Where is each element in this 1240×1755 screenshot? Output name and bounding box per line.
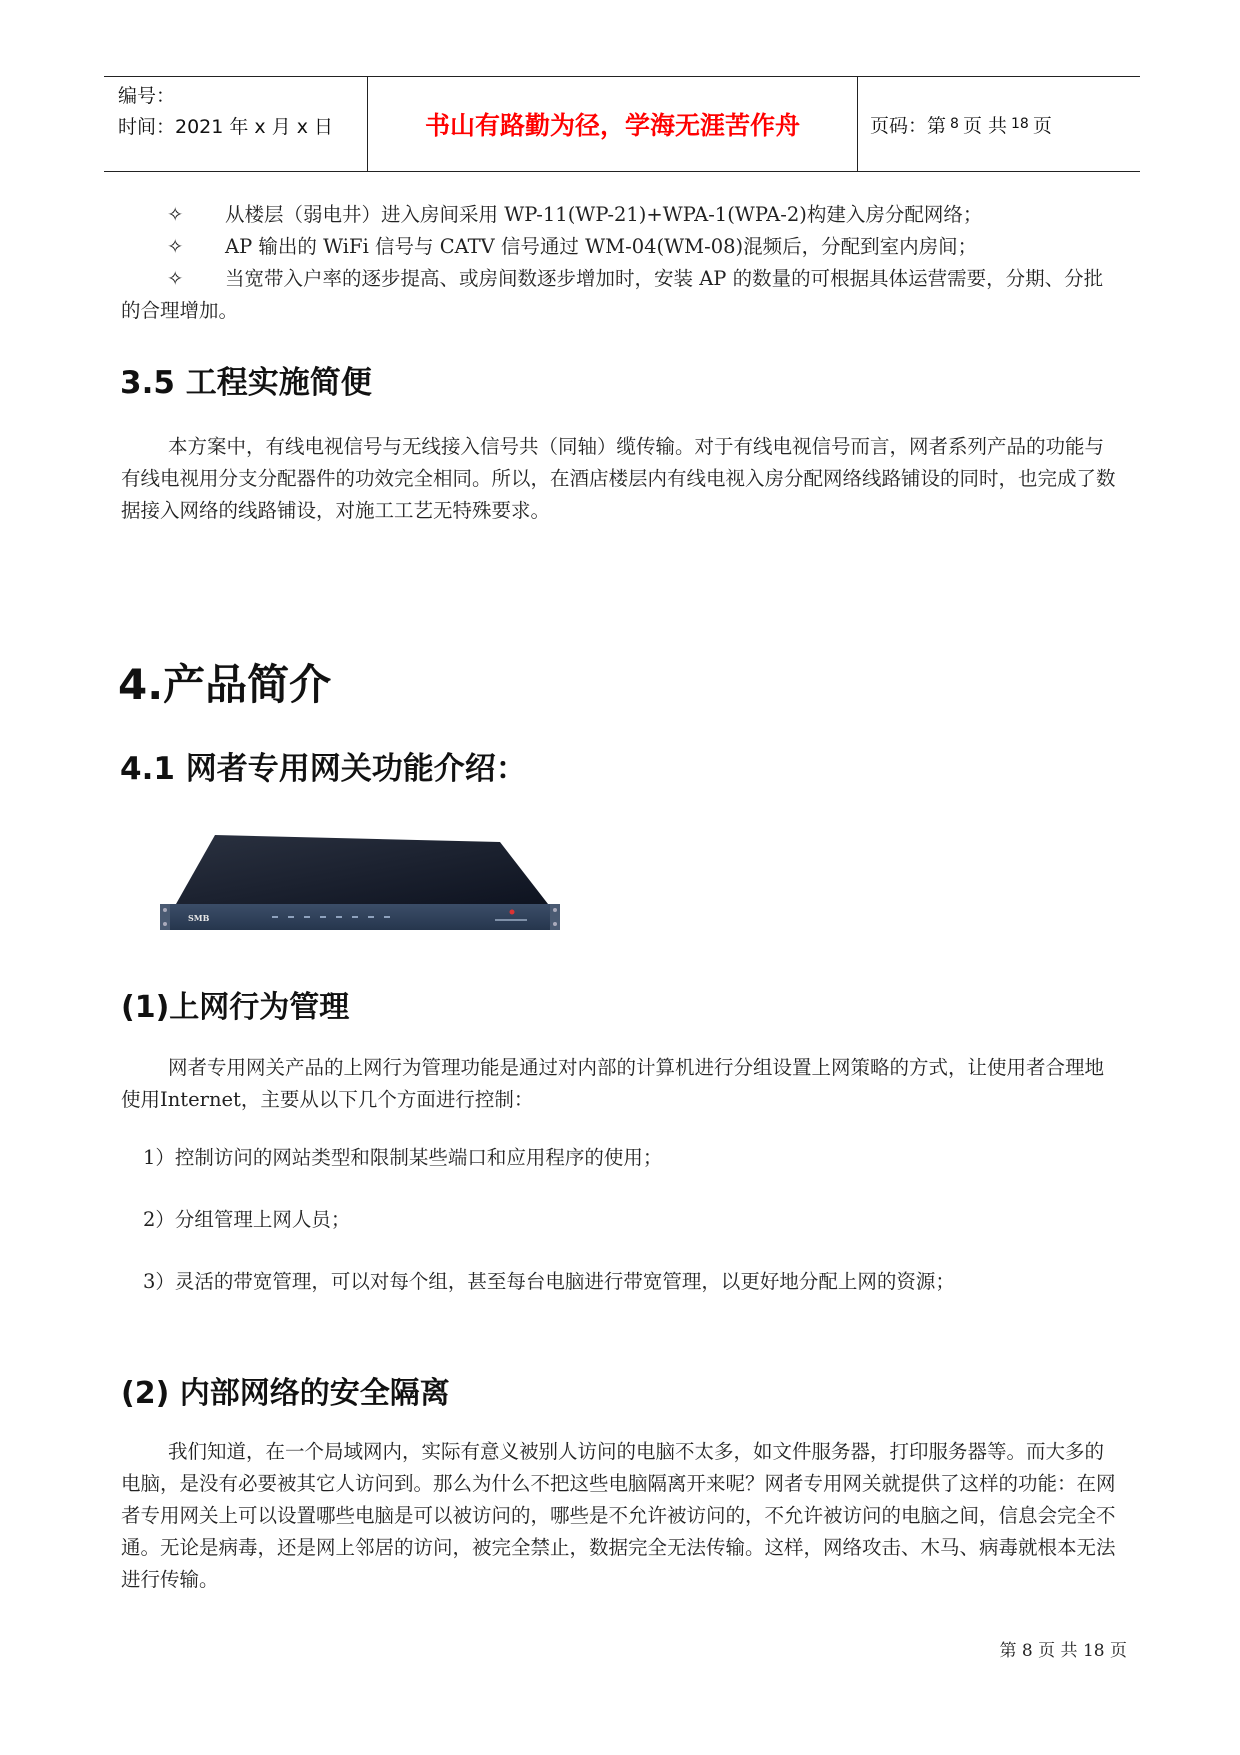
device-brand: SMB <box>188 913 210 923</box>
bullet-mark: ✧ <box>167 267 184 290</box>
device-front <box>166 904 556 930</box>
bullet-item: ✧ AP 输出的 WiFi 信号与 CATV 信号通过 WM-04(WM-08)混频后，分配到室内房间； <box>121 231 1121 263</box>
section-paragraph: 本方案中，有线电视信号与无线接入信号共（同轴）缆传输。对于有线电视信号而言，网者系列产品的功能与有线电视用分支分配器件的功效完全相同。所以，在酒店楼层内有线电视入房分配网络线路铺设的同时，也完成了数据接入网络的线路铺设，对施工工艺无特殊要求。 <box>121 435 1116 522</box>
list-item: 3）灵活的带宽管理，可以对每个组，甚至每台电脑进行带宽管理，以更好地分配上网的资源； <box>143 1270 955 1293</box>
list-item: 2）分组管理上网人员； <box>143 1208 351 1231</box>
power-led <box>510 910 515 915</box>
page-footer: 第 8 页 共 18 页 <box>999 1641 1127 1661</box>
bullet-mark: ✧ <box>167 203 184 226</box>
code-label: 编号： <box>118 85 176 107</box>
page-total: 18 <box>1010 116 1029 132</box>
section-heading: 4.1 网者专用网关功能介绍： <box>120 751 527 787</box>
time-label: 时间：2021 年 x 月 x 日 <box>118 116 334 138</box>
page-prefix: 页码：第 <box>870 114 947 137</box>
bullet-mark: ✧ <box>167 235 184 258</box>
header-page-info <box>870 77 1052 171</box>
subsection-heading: (2) 内部网络的安全隔离 <box>121 1376 450 1411</box>
gateway-device-image <box>160 830 560 935</box>
page-suffix: 页 <box>1032 114 1052 137</box>
page-mid: 页 共 <box>962 114 1007 137</box>
header-divider <box>857 77 858 171</box>
page-header <box>104 76 1140 172</box>
section-paragraph: 我们知道，在一个局域网内，实际有意义被别人访问的电脑不太多，如文件服务器，打印服务器等。而大多的电脑，是没有必要被其它人访问到。那么为什么不把这些电脑隔离开来呢？网者专用网关就提供了这样的功能：在网者专用网关上可以设置哪些电脑是可以被访问的，哪些是不允许被访问的，不允许被访问的电脑之间，信息会完全不通。无论是病毒，还是网上邻居的访问，被完全禁止，数据完全无法传输。这样，网络攻击、木马、病毒就根本无法进行传输。 <box>121 1440 1116 1591</box>
bullet-item: ✧ 从楼层（弱电井）进入房间采用 WP-11(WP-21)+WPA-1(WPA-2)构建入房分配网络； <box>121 199 1121 231</box>
bullet-item: ✧ 当宽带入户率的逐步提高、或房间数逐步增加时，安装 AP 的数量的可根据具体运营需要，分期、分批的合理增加。 <box>121 263 1121 327</box>
page-number: 8 <box>950 116 959 132</box>
device-top <box>176 835 548 904</box>
section-paragraph: 网者专用网关产品的上网行为管理功能是通过对内部的计算机进行分组设置上网策略的方式，让使用者合理地使用Internet，主要从以下几个方面进行控制： <box>121 1056 1105 1111</box>
subsection-heading: (1)上网行为管理 <box>121 990 350 1025</box>
header-meta <box>118 81 333 143</box>
list-item: 1）控制访问的网站类型和限制某些端口和应用程序的使用； <box>143 1146 663 1169</box>
chapter-heading: 4.产品简介 <box>118 660 332 709</box>
section-heading: 3.5 工程实施简便 <box>120 365 372 401</box>
header-motto: 书山有路勤为径，学海无涯苦作舟 <box>424 111 800 140</box>
